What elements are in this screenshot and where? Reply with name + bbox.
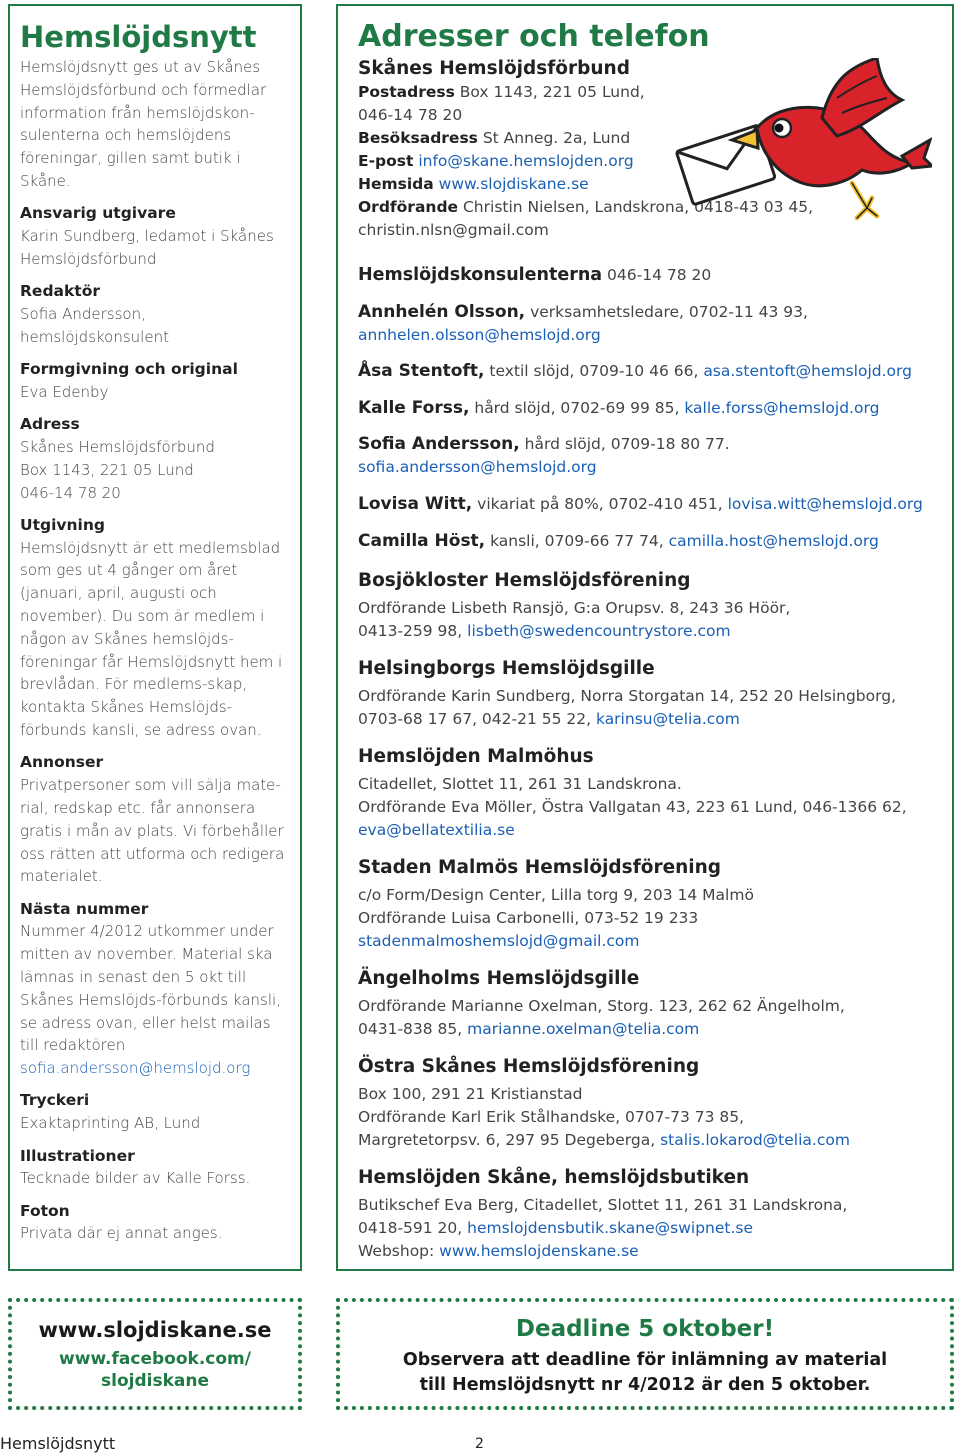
society-line: [358, 1083, 952, 1106]
ads-text: Privatpersoner som vill sälja mate-rial, redskap etc. får annonsera gratis i mån av plats. Vi förbehåller oss rätten att utforma och redigera materialet.: [20, 776, 285, 886]
staff-row: [358, 493, 952, 516]
staff-details: hård slöjd, 0709-18 80 77.: [519, 435, 730, 454]
society-line: [358, 620, 952, 643]
society-line: [358, 597, 952, 620]
publisher-label: Ansvarig utgivare: [20, 204, 176, 223]
postal-text: Box 1143, 221 05 Lund,: [454, 83, 645, 101]
staff-details: kansli, 0709-66 77 74,: [485, 531, 669, 550]
society-line: [358, 685, 952, 708]
next-issue-label: Nästa nummer: [20, 899, 149, 918]
editor-label: Redaktör: [20, 282, 101, 301]
society-email-link[interactable]: stalis.lokarod@telia.com: [660, 1130, 850, 1149]
printer-label: Tryckeri: [20, 1091, 90, 1110]
society-line: [358, 995, 952, 1018]
staff-details: verksamhetsledare, 0702-11 43 93,: [525, 302, 808, 321]
society-line2: Ordförande Karl Erik Stålhandske, 0707-73 73 85,: [358, 1107, 745, 1126]
webshop-link[interactable]: www.hemslojdenskane.se: [439, 1241, 639, 1260]
society-line: [358, 884, 952, 907]
staff-row: [358, 360, 952, 383]
staff-name: Camilla Höst,: [358, 530, 486, 551]
visit-label: Besöksadress: [358, 129, 478, 147]
postal-phone: 046-14 78 20: [358, 106, 463, 124]
address-line: Box 1143, 221 05 Lund: [20, 460, 194, 479]
society-line1: c/o Form/Design Center, Lilla torg 9, 203 14 Malmö: [358, 885, 754, 904]
deadline-title: Deadline 5 oktober!: [515, 1316, 775, 1342]
society-entry: [358, 657, 952, 731]
society-name: Bosjökloster Hemslöjdsförening: [358, 569, 691, 591]
editor-email-link[interactable]: sofia.andersson@hemslojd.org: [20, 1059, 251, 1078]
society-line2: 0418-591 20,: [358, 1218, 468, 1237]
society-entry: [358, 1055, 952, 1152]
ads-section: [20, 751, 290, 888]
website-label: Hemsida: [358, 175, 434, 193]
next-issue-section: [20, 898, 290, 1080]
design-label: Formgivning och original: [20, 360, 238, 379]
society-email-link[interactable]: stadenmalmoshemslojd@gmail.com: [358, 931, 640, 950]
society-name: Ängelholms Hemslöjdsgille: [358, 967, 640, 989]
staff-email-link[interactable]: kalle.forss@hemslojd.org: [684, 398, 880, 417]
staff-row: [358, 530, 952, 553]
addresses-title: Adresser och telefon: [358, 19, 710, 54]
photos-label: Foton: [20, 1201, 70, 1220]
society-line1: Ordförande Lisbeth Ransjö, G:a Orupsv. 8, 243 36 Höör,: [358, 598, 791, 617]
design-section: [20, 358, 290, 404]
staff-row: [358, 397, 952, 420]
society-line2: Ordförande Luisa Carbonelli, 073-52 19 233: [358, 908, 699, 927]
society-line: [358, 907, 952, 930]
chair-text: Christin Nielsen, Landskrona, 0418-43 03 45,: [458, 198, 814, 216]
footer-title: Hemslöjdsnytt: [0, 1434, 116, 1453]
issue-text: Hemslöjdsnytt är ett medlemsblad som ges ut 4 gånger om året (januari, april, augusti och november). Du som är medlem i någon av Skånes hemslöjds-föreningar får Hemslöjdsnytt hem i brevlådan. För medlems-skap, kontakta Skånes Hemslöjds-förbunds kansli, se adress ovan.: [20, 538, 283, 740]
staff-details: vikariat på 80%, 0702-410 451,: [472, 494, 728, 513]
society-line: [358, 930, 952, 953]
society-entry: [358, 1166, 952, 1263]
society-name: Staden Malmös Hemslöjdsförening: [358, 856, 722, 878]
deadline-box: [336, 1298, 954, 1410]
printer-section: [20, 1089, 290, 1135]
society-line3: Webshop:: [358, 1241, 440, 1260]
address-line: Skånes Hemslöjdsförbund: [20, 437, 215, 456]
staff-email-link[interactable]: lovisa.witt@hemslojd.org: [727, 494, 923, 513]
next-issue-text: Nummer 4/2012 utkommer under mitten av november. Material ska lämnas in senast den 5 okt till Skånes Hemslöjds-förbunds kansli, se adress ovan, eller helst mailas till redaktören: [20, 922, 281, 1055]
org-email-link[interactable]: info@skane.hemslojden.org: [418, 152, 634, 170]
staff-email-link[interactable]: camilla.host@hemslojd.org: [668, 531, 879, 550]
consultants-label: Hemslöjdskonsulenterna: [358, 265, 603, 285]
facebook-link-2[interactable]: slojdiskane: [101, 1371, 209, 1391]
staff-details: hård slöjd, 0702-69 99 85,: [469, 398, 685, 417]
society-email-link[interactable]: marianne.oxelman@telia.com: [467, 1019, 700, 1038]
society-line3: Margretetorpsv. 6, 297 95 Degeberga,: [358, 1130, 661, 1149]
editor-section: [20, 280, 290, 348]
society-email-link[interactable]: lisbeth@swedencountrystore.com: [467, 621, 731, 640]
photos-section: [20, 1200, 290, 1246]
staff-list: [358, 301, 952, 553]
society-name: Östra Skånes Hemslöjdsförening: [358, 1055, 700, 1077]
deadline-note-1: Observera att deadline för inlämning av material: [402, 1350, 888, 1370]
society-line2: 0413-259 98,: [358, 621, 468, 640]
society-line: [358, 708, 952, 731]
society-email-link[interactable]: karinsu@telia.com: [595, 709, 740, 728]
website-link[interactable]: www.slojdiskane.se: [438, 175, 589, 193]
staff-row: [358, 301, 952, 347]
chair-email-link[interactable]: christin.nlsn@gmail.com: [358, 221, 549, 239]
society-entry: [358, 967, 952, 1041]
photos-text: Privata där ej annat anges.: [20, 1224, 223, 1243]
society-entry: [358, 745, 952, 842]
address-section: [20, 413, 290, 504]
facebook-link-1[interactable]: www.facebook.com/: [59, 1349, 251, 1369]
site-link[interactable]: www.slojdiskane.se: [38, 1318, 272, 1342]
society-entry: [358, 856, 952, 953]
issue-label: Utgivning: [20, 515, 105, 534]
staff-row: [358, 433, 952, 479]
org-name: Skånes Hemslöjdsförbund: [358, 58, 630, 79]
society-line1: Citadellet, Slottet 11, 261 31 Landskrona.: [358, 774, 682, 793]
issue-section: [20, 514, 290, 742]
addresses-box: [336, 4, 954, 1271]
society-line: [358, 1106, 952, 1129]
editor-text: Sofia Andersson, hemslöjdskonsulent: [20, 304, 169, 346]
postal-label: Postadress: [358, 83, 455, 101]
staff-name: Åsa Stentoft,: [358, 361, 485, 382]
staff-details: textil slöjd, 0709-10 46 66,: [484, 362, 704, 381]
intro-text: Hemslöjdsnytt ges ut av Skånes Hemslöjdsförbund och förmedlar information från hemslöjdskon-sulenterna och hemslöjdens föreningar, gillen samt butik i Skåne.: [20, 58, 267, 190]
illustrations-text: Tecknade bilder av Kalle Forss.: [20, 1169, 251, 1188]
society-line: [358, 796, 952, 819]
staff-email-link[interactable]: sofia.andersson@hemslojd.org: [358, 458, 597, 477]
bird-with-letter-illustration: [662, 58, 932, 228]
society-entry: [358, 569, 952, 643]
society-name: Hemslöjden Skåne, hemslöjdsbutiken: [358, 1166, 750, 1188]
society-line2: Ordförande Eva Möller, Östra Vallgatan 43, 223 61 Lund, 046-1366 62,: [358, 797, 907, 816]
society-name: Hemslöjden Malmöhus: [358, 745, 594, 767]
society-list: [358, 569, 952, 1263]
illustrations-section: [20, 1145, 290, 1191]
colophon-title: Hemslöjdsnytt: [20, 20, 257, 54]
visit-text: St Anneg. 2a, Lund: [477, 129, 631, 147]
society-line1: Butikschef Eva Berg, Citadellet, Slottet 11, 261 31 Landskrona,: [358, 1195, 848, 1214]
design-text: Eva Edenby: [20, 382, 109, 401]
email-label: E-post: [358, 152, 414, 170]
society-line: [358, 819, 952, 842]
colophon-box: [8, 4, 302, 1271]
society-email-link[interactable]: hemslojdensbutik.skane@swipnet.se: [467, 1218, 754, 1237]
society-line2: 0703-68 17 67, 042-21 55 22,: [358, 709, 596, 728]
illustrations-label: Illustrationer: [20, 1146, 135, 1165]
page-number: 2: [475, 1436, 484, 1452]
society-line1: Ordförande Marianne Oxelman, Storg. 123, 262 62 Ängelholm,: [358, 996, 845, 1015]
consultants-row: [358, 264, 952, 287]
society-line1: Box 100, 291 21 Kristianstad: [358, 1084, 583, 1103]
society-line: [358, 1217, 952, 1240]
society-line: [358, 1240, 952, 1263]
staff-name: Sofia Andersson,: [358, 434, 520, 455]
staff-email-link[interactable]: asa.stentoft@hemslojd.org: [703, 362, 912, 381]
website-promo-box: [8, 1298, 302, 1410]
staff-name: Lovisa Witt,: [358, 493, 473, 514]
society-line: [358, 1129, 952, 1152]
staff-name: Annhelén Olsson,: [358, 301, 526, 322]
address-label: Adress: [20, 415, 80, 434]
deadline-note-2: till Hemslöjdsnytt nr 4/2012 är den 5 oktober.: [419, 1375, 871, 1395]
chair-label: Ordförande: [358, 198, 459, 216]
society-line: [358, 1018, 952, 1041]
society-line2: 0431-838 85,: [358, 1019, 468, 1038]
publisher-text: Karin Sundberg, ledamot i Skånes Hemslöjdsförbund: [20, 227, 274, 268]
ads-label: Annonser: [20, 753, 104, 772]
society-name: Helsingborgs Hemslöjdsgille: [358, 657, 655, 679]
staff-name: Kalle Forss,: [358, 397, 470, 418]
address-line: 046-14 78 20: [20, 483, 121, 502]
printer-text: Exaktaprinting AB, Lund: [20, 1114, 201, 1133]
society-line: [358, 773, 952, 796]
society-line: [358, 1194, 952, 1217]
publisher-section: [20, 202, 290, 270]
society-email-link[interactable]: eva@bellatextilia.se: [358, 820, 515, 839]
consultants-phone: 046-14 78 20: [602, 266, 712, 284]
society-line1: Ordförande Karin Sundberg, Norra Storgatan 14, 252 20 Helsingborg,: [358, 686, 896, 705]
staff-email-link[interactable]: annhelen.olsson@hemslojd.org: [358, 325, 601, 344]
